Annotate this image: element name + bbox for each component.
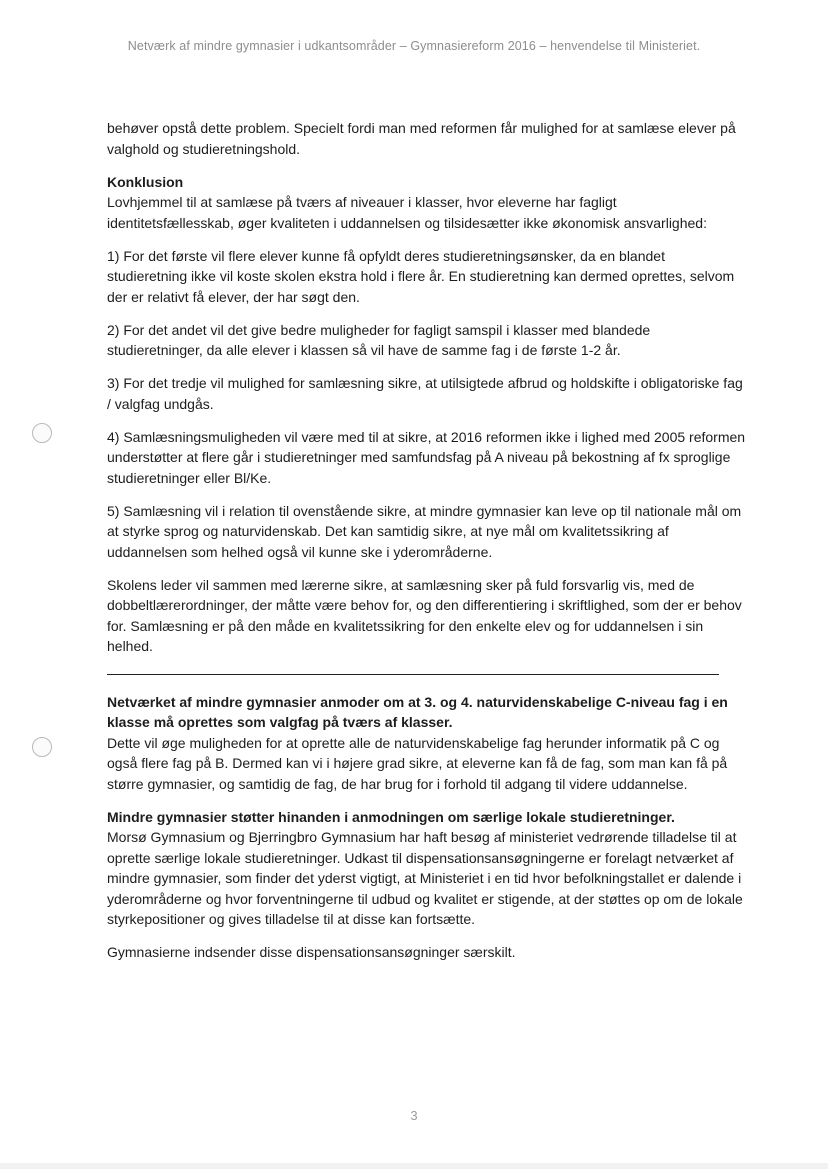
request-heading: Netværket af mindre gymnasier anmoder om at 3. og 4. naturvidenskabelige C-niveau fag i en klasse må oprettes som valgfag på tværs af klasser. [107, 693, 728, 730]
leader-paragraph: Skolens leder vil sammen med lærerne sikre, at samlæsning sker på fuld forsvarlig vis, med de dobbeltlærerordninger, der måtte være behov for, og den differentiering i skriftlighed, som der er behov for. Samlæsning er på den måde en kvalitetssikring for den enkelte elev og for uddannelsen i sin helhed. [107, 576, 742, 654]
page-header: Netværk af mindre gymnasier i udkantsområder – Gymnasiereform 2016 – henvendelse til Ministeriet. [127, 39, 701, 53]
section-divider [107, 674, 719, 675]
closing-paragraph: Gymnasierne indsender disse dispensationsansøgninger særskilt. [107, 944, 516, 960]
intro-paragraph: behøver opstå dette problem. Specielt fordi man med reformen får mulighed for at samlæse elever på valghold og studieretningshold. [107, 120, 736, 157]
request-text: Dette vil øge muligheden for at oprette alle de naturvidenskabelige fag herunder informatik på C og også flere fag på B. Dermed kan vi i højere grad sikre, at eleverne kan få de fag, som man kan få på større gymnasier, og samtidig de fag, de har brug for i forhold til adgang til videre uddannelse. [107, 734, 728, 792]
support-heading: Mindre gymnasier støtter hinanden i anmodningen om særlige lokale studieretninger. [107, 808, 675, 825]
point-3: 3) For det tredje vil mulighed for samlæsning sikre, at utilsigtede afbrud og holdskifte i obligatoriske fag / valgfag undgås. [107, 375, 743, 412]
point-4: 4) Samlæsningsmuligheden vil være med til at sikre, at 2016 reformen ikke i lighed med 2005 reformen understøtter at flere går i studieretninger med samfundsfag på A niveau på bekostning af fx sproglige studieretninger eller Bl/Ke. [107, 428, 746, 486]
page-number: 3 [410, 1108, 418, 1123]
konklusion-text: Lovhjemmel til at samlæse på tværs af niveauer i klasser, hvor eleverne har fagligt identitetsfællesskab, øger kvaliteten i uddannelsen og tilsidesætter ikke økonomisk ansvarlighed: [107, 194, 707, 231]
konklusion-heading: Konklusion [107, 173, 184, 190]
document-body [107, 118, 747, 975]
punch-hole-bottom [32, 737, 52, 757]
request-section [107, 692, 747, 795]
point-2: 2) For det andet vil det give bedre muligheder for fagligt samspil i klasser med blandede studieretninger, da alle elever i klassen så vil have de samme fag i de første 1-2 år. [107, 321, 651, 358]
support-text: Morsø Gymnasium og Bjerringbro Gymnasium har haft besøg af ministeriet vedrørende tilladelse til at oprette særlige lokale studieretninger. Udkast til dispensationsansøgningerne er forelagt netværket af mindre gymnasier, som finder det yderst vigtigt, at Ministeriet i en tid hvor befolkningstallet er dalende i yderområderne og hvor forventningerne til udbud og kvalitet er stigende, at der støttes op om de lokale styrkepositioner og gives tilladelse til at disse kan fortsætte. [107, 829, 743, 927]
point-1: 1) For det første vil flere elever kunne få opfyldt deres studieretningsønsker, da en blandet studieretning ikke vil koste skolen ekstra hold i flere år. En studieretning kan dermed oprettes, selvom der er relativt få elever, der har søgt den. [107, 247, 735, 305]
point-5: 5) Samlæsning vil i relation til ovenstående sikre, at mindre gymnasier kan leve op til nationale mål om at styrke sprog og naturvidenskab. Det kan samtidig sikre, at nye mål om kvalitetssikring af uddannelsen som helhed også vil kunne ske i yderområderne. [107, 502, 742, 560]
konklusion-section [107, 172, 747, 234]
support-section [107, 807, 747, 930]
punch-hole-top [32, 423, 52, 443]
page-bottom-edge [0, 1163, 828, 1169]
